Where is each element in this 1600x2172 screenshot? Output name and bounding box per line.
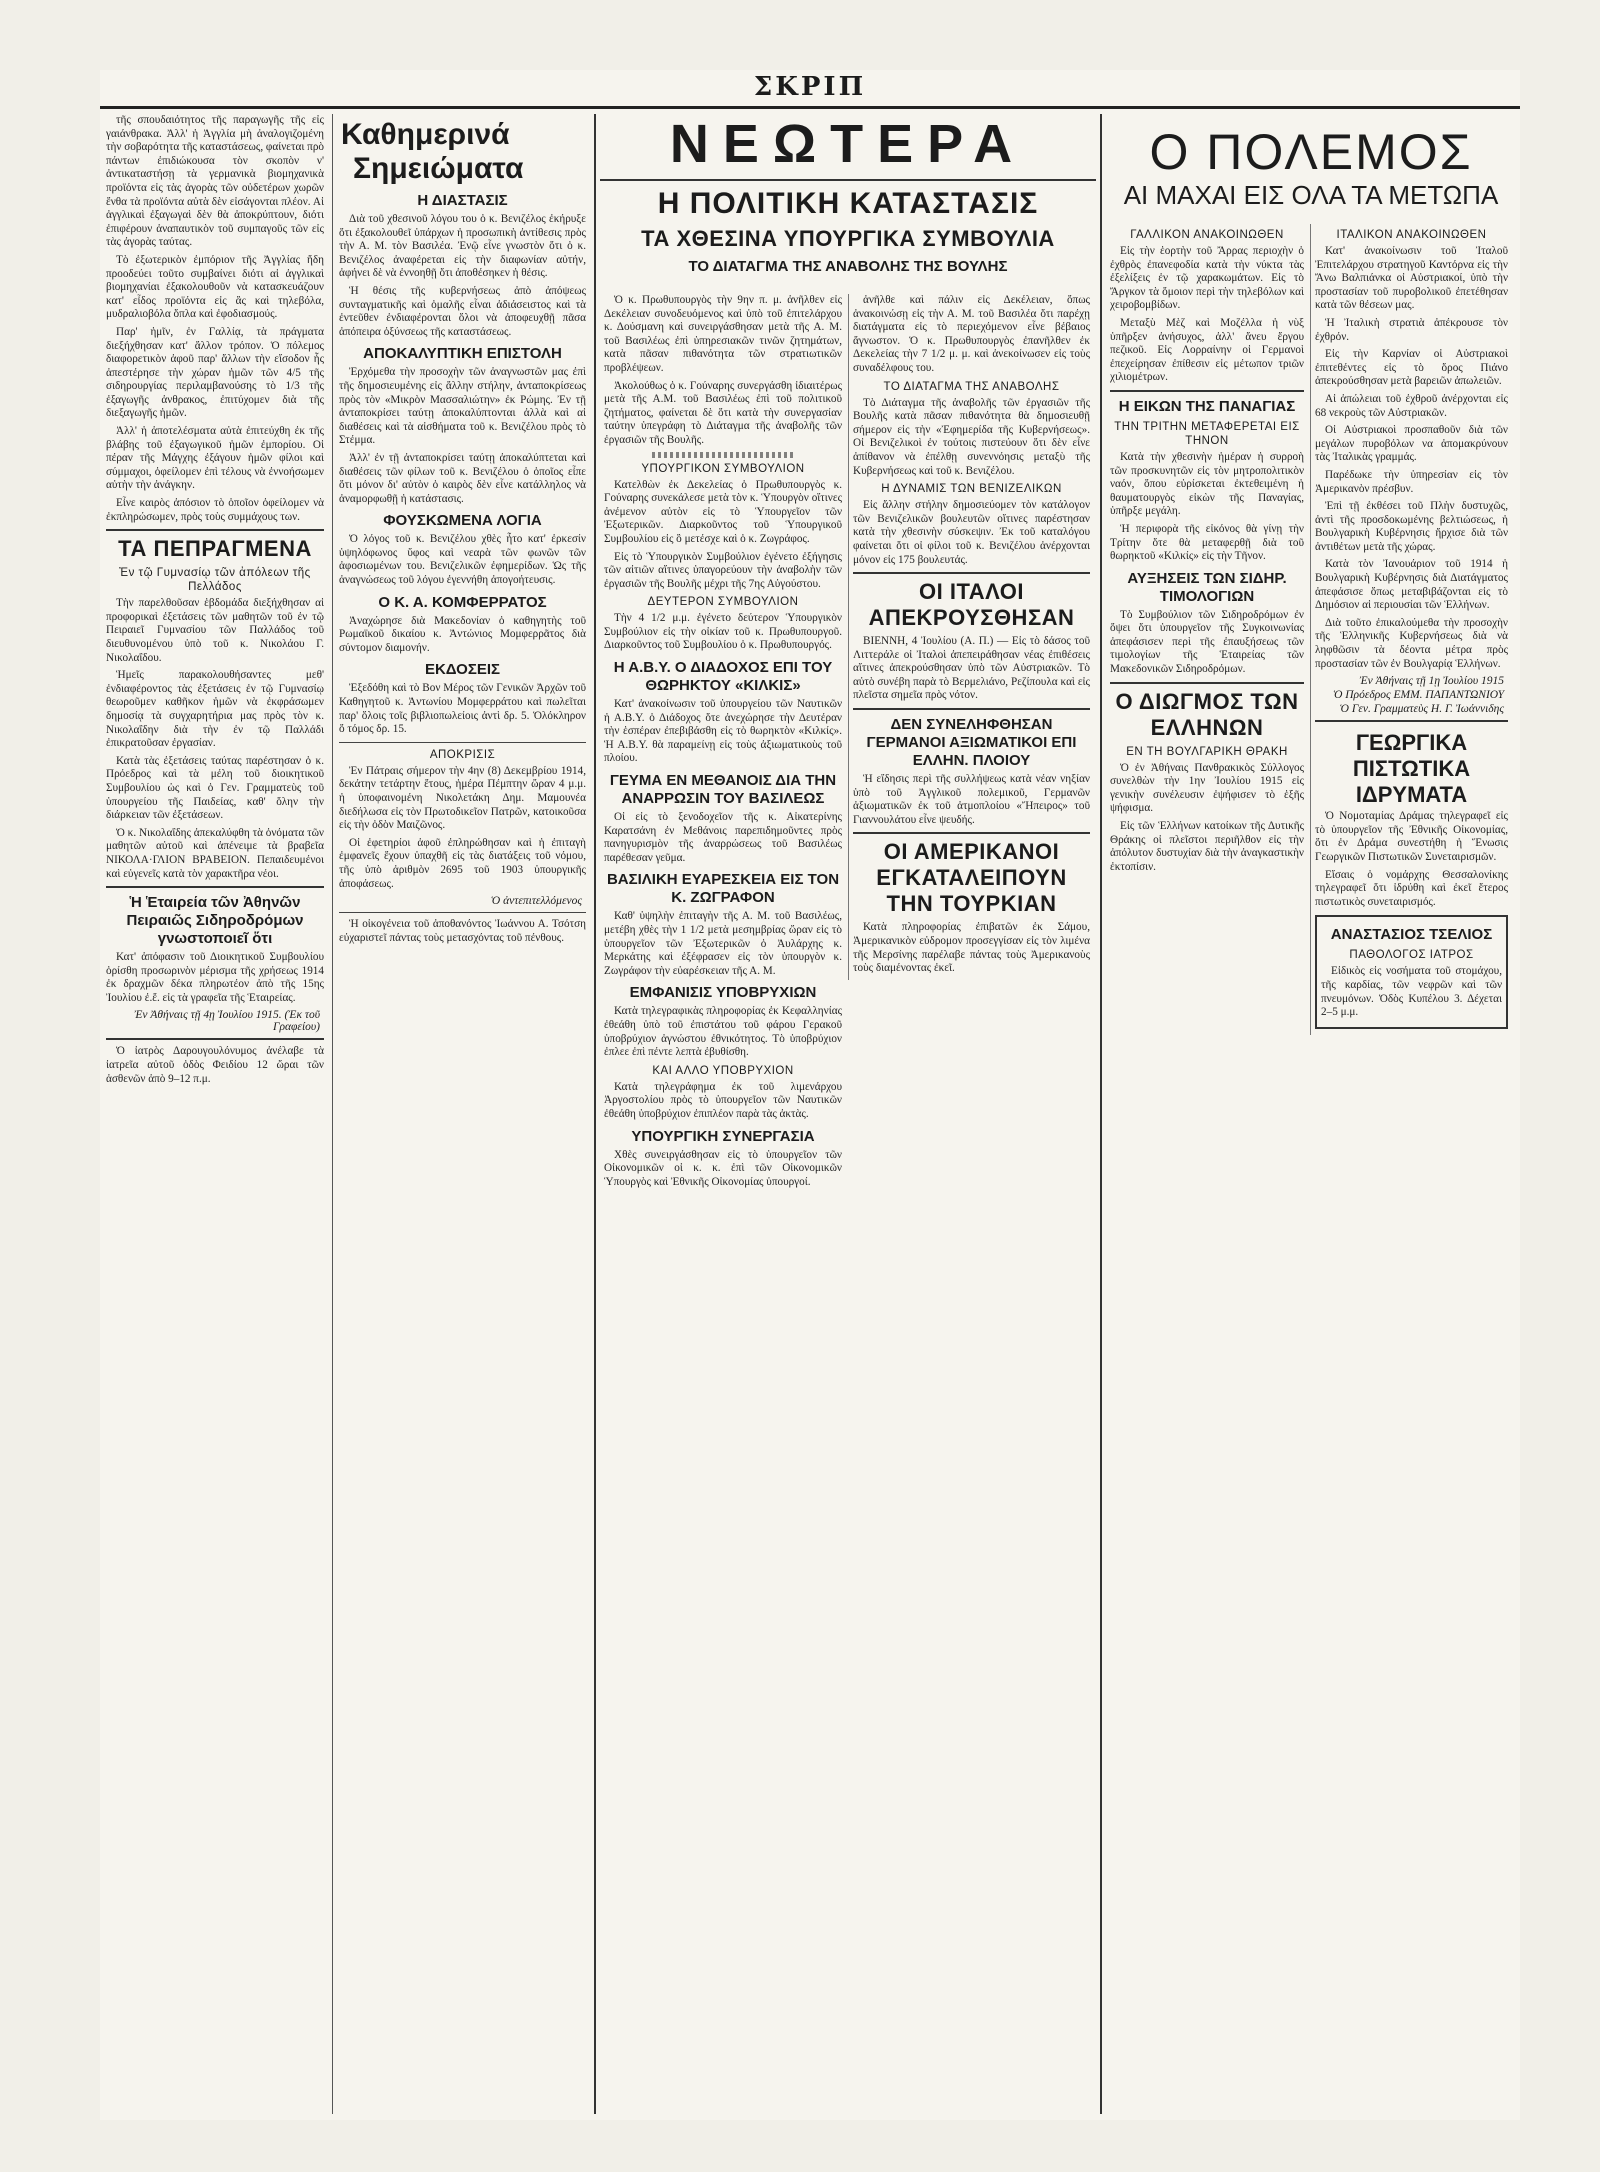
- article-text: Ἀλλ' ἐν τῇ ἀνταποκρίσει ταύτῃ ἀποκαλύπτεται καὶ διαθέσεις τῶν φίλων τοῦ κ. Βενιζέλου ὁ ὁποῖος εἶπε ὅτι μόνον δι' αὐτὸν ὁ καιρὸς δὲν εἶνε κατάλληλος νὰ ἀναμορφωθῇ ἡ κατάστασις.: [339, 451, 586, 505]
- masthead: [100, 70, 1520, 109]
- divider: [106, 886, 324, 888]
- article-text: Ἡ Ἰταλικὴ στρατιὰ ἀπέκρουσε τὸν ἐχθρόν.: [1315, 316, 1508, 343]
- article-text: Οἱ εἰς τὸ ξενοδοχεῖον τῆς κ. Αἰκατερίνης Καρατσάνη ἐν Μεθάνοις παρεπιδημοῦντες πρὸς πανηγυρισμὸν τῆς ἀναρρώσεως τοῦ Βασιλέως παρέθεσαν γεῦμα.: [604, 811, 842, 864]
- section-heading: ΤΑ ΠΕΠΡΑΓΜΕΝΑ: [118, 536, 312, 562]
- divider: [106, 1038, 324, 1040]
- article-text: Κατὰ πληροφορίας ἐπιβατῶν ἐκ Σάμου, Ἀμερικανικὸν εὐδρομον προσεγγίσαν εἰς τὸν λιμένα τῆς Μερσίνης παρέλαβε πάντας τοὺς Ἀμερικανοὺς τοὺς διαμένοντας ἐκεῖ.: [853, 921, 1090, 975]
- section-heading: ΥΠΟΥΡΓΙΚΗ ΣΥΝΕΡΓΑΣΙΑ: [631, 1127, 815, 1145]
- article-text: Ἡ θέσις τῆς κυβερνήσεως ἀπὸ ἀπόψεως συνταγματικῆς καὶ ὁμαλῆς εἶναι ἀδιάσειστος καὶ τὰ ἐντεῦθεν ἐνδιαφέρονται ὅλοι νὰ ἀποφευχθῇ πᾶσα ἀπόπειρα ὀξύνσεως τῆς καταστάσεως.: [339, 284, 586, 338]
- article-text: Ἐν Πάτραις σήμερον τὴν 4ην (8) Δεκεμβρίου 1914, δεκάτην τετάρτην ἔτους, ἡμέρα Πέμπτην ὥραν 4 μ.μ. ἡ ὑποφαινομένη Νικολετάκη Δημ. Μαμουνέα διεδήλωσα εἰς τὸν Πρωτοδικεῖον Πατρῶν, κατοικοῦσα εἰς τὴν ὁδὸν Μαιζῶνος.: [339, 764, 586, 832]
- divider: [339, 912, 586, 913]
- column-1: [100, 114, 330, 2114]
- section-heading: ΕΚΔΟΣΕΙΣ: [424, 661, 501, 679]
- column-2: [332, 114, 592, 2114]
- article-text: Αἱ ἀπώλειαι τοῦ ἐχθροῦ ἀνέρχονται εἰς 68 νεκροὺς τῶν Αὐστριακῶν.: [1315, 392, 1508, 419]
- column-4-right: [1310, 224, 1512, 1035]
- subheadline: ΕΝ ΤΗ ΒΟΥΛΓΑΡΙΚΗ ΘΡΑΚΗ: [1126, 745, 1288, 758]
- section-heading: ΤΟ ΔΙΑΤΑΓΜΑ ΤΗΣ ΑΝΑΒΟΛΗΣ: [883, 380, 1060, 393]
- article-text: Ἡ περιφορὰ τῆς εἰκόνος θὰ γίνῃ τὴν Τρίτην ὅτε θὰ μεταφερθῇ διὰ τοῦ θωρηκτοῦ «Κιλκίς» εἰς τὴν Τῆνον.: [1110, 522, 1304, 563]
- divider: [106, 529, 324, 531]
- article-text: Ἡ οἰκογένεια τοῦ ἀποθανόντος Ἰωάννου Α. Τσότση εὐχαριστεῖ πάντας τοὺς μετασχόντας τοῦ πένθους.: [339, 918, 586, 944]
- section-heading: ΑΠΟΚΑΛΥΠΤΙΚΗ ΕΠΙΣΤΟΛΗ: [363, 345, 562, 363]
- article-text: Εἰς τὴν ἑορτὴν τοῦ Ἄρρας περιοχὴν ὁ ἐχθρὸς ἐπανεφοδία κατὰ τὴν νύκτα τὰς ἐξελίξεις ἐν τῷ χαρακωμάτων. Εἰς τὸ Ἄργκον τὰ ὅμοιον περὶ τὴν τηλεβόλων καὶ χειροβομβίδων.: [1110, 245, 1304, 312]
- signature-date: Ἐν Ἀθήναις τῇ 1ῃ Ἰουλίου 1915: [1359, 675, 1504, 688]
- section-heading: ΚΑΙ ΑΛΛΟ ΥΠΟΒΡΥΧΙΟΝ: [652, 1064, 794, 1077]
- section-heading: ΑΠΟΚΡΙΣΙΣ: [429, 748, 496, 761]
- masthead-title: ΣΚΡΙΠ: [753, 72, 867, 102]
- headline: Η ΕΙΚΩΝ ΤΗΣ ΠΑΝΑΓΙΑΣ: [1118, 397, 1296, 415]
- article-text: Κατὰ τηλεγράφημα ἐκ τοῦ λιμενάρχου Ἀργοστολίου πρὸς τὸ ὑπουργεῖον τῶν Ναυτικῶν ἐθεάθη ὑποβρύχιον ἐπιπλέον παρὰ τὰς ἀκτὰς.: [604, 1080, 842, 1120]
- neotera-header: [600, 114, 1096, 279]
- article-text: Εἶνε καιρὸς ἀπόσιον τὸ ὁποῖον ὀφείλομεν νὰ ἐκπληρώσωμεν, πρὸς τοὺς συμμάχους των.: [106, 497, 324, 523]
- section-heading: ΕΜΦΑΝΙΣΙΣ ΥΠΟΒΡΥΧΙΩΝ: [629, 984, 817, 1002]
- article-text: Παρ' ἡμῖν, ἐν Γαλλίᾳ, τὰ πράγματα διεξήχθησαν κατ' ἄλλον τρόπον. Ὁ πόλεμος διαφορετικὸν ἀφοῦ παρ' ἄλλων τὴν εἴσοδον ἧς ἀπεστέρησε τὴν χώραν ἡμῶν τῶν 4/5 τῆς σιδηρουργίας περιλαμβανούσης τὸ 1/3 τῆς ἐξαγωγῆς ἀνθρακος, ἐπιτύχομεν διὰ τῆς διεξαγωγῆς ἡμῶν.: [106, 325, 324, 420]
- section-heading: Η Α.Β.Υ. Ο ΔΙΑΔΟΧΟΣ ΕΠΙ ΤΟΥ ΘΩΡΗΚΤΟΥ «ΚΙΛΚΙΣ»: [613, 659, 833, 695]
- article-text: τῆς σπουδαιότητος τῆς παραγωγῆς τῆς εἰς γαιάνθρακα. Ἀλλ' ἡ Ἀγγλία μὴ ἀναλογιζομένη τὴν σοβαρότητα τῆς καταστάσεως, φαίνεται πρὸ πάντων ἐπιδιώκουσα τὸν σκοπὸν ν' ἀντικαταστήσῃ τὰ γερμανικὰ βιομηχανικὰ προϊόντα εἰς τὰς ἀγορὰς τῶν οὐδετέρων χωρῶν ἔνθα τὰ προϊόντα αὐτὰ δὲν εἰσάγονται πλέον. Αἱ ἀγγλικαὶ ἐξαγωγαὶ δὲν θὰ ἀποκρύπτουν, διότι ἐπιφέρουν ἀναπαυτικὸν τοῦ συμπαγοῦς τῶν εἰς τὰς ἀγορὰς ταύτας.: [106, 114, 324, 249]
- subheadline: ΤΟ ΔΙΑΤΑΓΜΑ ΤΗΣ ΑΝΑΒΟΛΗΣ ΤΗΣ ΒΟΥΛΗΣ: [688, 258, 1008, 275]
- section-heading: ΓΕΥΜΑ ΕΝ ΜΕΘΑΝΟΙΣ ΔΙΑ ΤΗΝ ΑΝΑΡΡΩΣΙΝ ΤΟΥ ΒΑΣΙΛΕΩΣ: [609, 772, 837, 808]
- column-4-left: [1106, 224, 1308, 878]
- subheadline: ΑΙ ΜΑΧΑΙ ΕΙΣ ΟΛΑ ΤΑ ΜΕΤΩΠΑ: [1123, 180, 1499, 210]
- divider: [853, 832, 1090, 834]
- article-text: Ὁ κ. Νικολαΐδης ἀπεκαλύφθη τὰ ὀνόματα τῶν μαθητῶν αὐτοῦ καὶ ἀπένειμε τὰ βραβεῖα ΝΙΚΟΛΑ·ΓΛΙΟΝ ΒΡΑΒΕΙΟΝ. Πεπαιδευμένοι καὶ εὐγενεῖς κατὰ τὸν χαρακτῆρα νέοι.: [106, 826, 324, 880]
- headline: Ο ΔΙΩΓΜΟΣ ΤΩΝ ΕΛΛΗΝΩΝ: [1115, 688, 1299, 740]
- article-text: Χθὲς συνειργάσθησαν εἰς τὸ ὑπουργεῖον τῶν Οἰκονομικῶν οἱ κ. κ. ἐπὶ τῶν Οἰκονομικῶν Ὑπουργὸς καὶ Ἐθνικῆς Οἰκονομίας ὑπουργοί.: [604, 1148, 842, 1188]
- section-heading: Η ΔΙΑΣΤΑΣΙΣ: [417, 192, 508, 209]
- notice-text: Κατ' ἀπόφασιν τοῦ Διοικητικοῦ Συμβουλίου ὁρίσθη προσωρινὸν μέρισμα τῆς χρήσεως 1914 ἐκ δραχμῶν δέκα πληρωτέον ἀπὸ τῆς 15ης Ἰουλίου ἐ.ἔ. εἰς τὰ γραφεῖα τῆς Ἑταιρείας.: [106, 951, 324, 1004]
- article-text: Εἴσαις ὁ νομάρχης Θεσσαλονίκης τηλεγραφεῖ ὅτι ἱδρύθη καὶ ἐκεῖ ἕτερος πιστωτικὸς συνεταιρισμός.: [1315, 868, 1508, 908]
- article-text: Κατ' ἀνακοίνωσιν τοῦ ὑπουργείου τῶν Ναυτικῶν ἡ Α.Β.Υ. ὁ Διάδοχος ὅτε ἀνεχώρησε τὴν Δευτέραν τὴν ἑσπέραν ἐπεβιβάσθη εἰς τὸ θωρηκτὸν «Κιλκίς». Ἡ Α.Β.Υ. θὰ παραμείνῃ εἰς τοὺς ἀξιωματικοὺς τοῦ πλοίου.: [604, 698, 842, 765]
- article-text: Κατὰ τὸν Ἰανουάριον τοῦ 1914 ἡ Βουλγαρικὴ Κυβέρνησις διὰ Διατάγματος ἀπεφάσισε ὅπως μεταβιβάζονται εἰς τὸ Δημόσιον αἱ περιουσίαι τῶν Ἑλλήνων.: [1315, 558, 1508, 612]
- article-text: Ἐρχόμεθα τὴν προσοχὴν τῶν ἀναγνωστῶν μας ἐπὶ τῆς δημοσιευμένης εἰς ἄλλην στήλην, ἀνταποκρίσεως πρὸς τὸν «Μικρὸν Μασσαλιώτην» ἐκ Ρώμης. Ἐν τῇ ἀνταποκρίσει ταύτῃ ἀποκαλύπτονται ἀλλὰ καὶ αἱ διαθέσεις καὶ τὰ αἰσθήματα τοῦ κ. Βενιζέλου πρὸς τὸ Στέμμα.: [339, 366, 586, 447]
- article-text: Εἰς τῶν Ἑλλήνων κατοίκων τῆς Δυτικῆς Θράκης οἱ πλεῖστοι περιῆλθον εἰς τὴν ἀπόλυτον δυστυχίαν διὰ τὴν ἀναγκαστικὴν ἐκτοπίσιν.: [1110, 820, 1304, 873]
- article-text: Καθ' ὑψηλὴν ἐπιταγὴν τῆς Α. Μ. τοῦ Βασιλέως, μετέβη χθὲς τὴν 1 1/2 μετὰ μεσημβρίας ὥραν εἰς τὸ ὑπουργεῖον τῶν Ἐξωτερικῶν ὁ Ἀυλάρχης κ. Μερκάτης καὶ ἐξέφρασεν εἰς τὸν ὑπουργὸν κ. Ζωγράφον τὴν εὐαρέσκειαν τῆς Α. Μ.: [604, 910, 842, 977]
- article-text: Ἀναχώρησε διὰ Μακεδονίαν ὁ καθηγητὴς τοῦ Ρωμαϊκοῦ δικαίου κ. Ἀντώνιος Μομφερρᾶτος διὰ σύντομον διαμονήν.: [339, 614, 586, 654]
- article-text: Κατελθὼν ἐκ Δεκελείας ὁ Πρωθυπουργὸς κ. Γούναρης συνεκάλεσε μετὰ τὸν κ. Ὑπουργὸν οἵτινες ἀνέμενον αὐτὸν εἰς τὸ Ὑπουργεῖον τῶν Ἐξωτερικῶν. Διαρκοῦντος τοῦ Ὑπουργικοῦ Συμβουλίου εἰς ὃ μετέσχε καὶ ὁ κ. Ζωγράφος.: [604, 478, 842, 545]
- article-text: Τὸ Συμβούλιον τῶν Σιδηροδρόμων ἐν ὄψει ὅτι ὑπουργεῖον τῆς Συγκοινωνίας ἀπεφάσισεν περὶ τῆς ἐπαυξήσεως τῶν τιμολογίων τῆς Ἑταιρείας τῶν Μακεδονικῶν Σιδηροδρόμων.: [1110, 608, 1304, 676]
- section-subheading: Ἐν τῷ Γυμνασίῳ τῶν ἀπόλεων τῆς Πελλάδος: [119, 567, 311, 594]
- section-heading: ΓΑΛΛΙΚΟΝ ΑΝΑΚΟΙΝΩΘΕΝ: [1130, 229, 1284, 241]
- notice-heading: Ἡ Ἑταιρεία τῶν Ἀθηνῶν Πειραιῶς Σιδηροδρόμων γνωστοποιεῖ ὅτι: [126, 894, 304, 948]
- article-text: Τὸ ἐξωτερικὸν ἐμπόριον τῆς Ἀγγλίας ἤδη προοδεύει τοῦτο συμβαίνει διότι αἱ ἀγγλικαὶ βιομηχανίαι ἐξακολουθοῦν νὰ κατασκευάζουν κατ' εἶδος προϊόντα εἰς ἃς καὶ τηλεβόλα, μυδραλιοβόλα ὅπλα καὶ ἐφοδιασμούς.: [106, 253, 324, 321]
- ornament: [652, 452, 795, 458]
- newspaper-page: [100, 70, 1520, 2120]
- ad-title: ΠΑΘΟΛΟΓΟΣ ΙΑΤΡΟΣ: [1349, 949, 1474, 962]
- article-text: Οἱ Αὐστριακοὶ προσπαθοῦν διὰ τῶν μεγάλων πυροβόλων να ἀπομακρύνουν τὰς Ἰταλικὰς γραμμάς.: [1315, 424, 1508, 464]
- article-text: Διὰ τοῦ χθεσινοῦ λόγου του ὁ κ. Βενιζέλος ἐκήρυξε ὅτι ἐξακολουθεῖ ὑπάρχων ἡ προσωπικὴ ἀντίθεσις πρὸς τὴν Α. Μ. τὸν Βασιλέα. Ἐνῷ εἶνε γνωστὸν ὅτι ὁ κ. Βενιζέλος ἀναφέρεται εἰς τὴν διαφωνίαν αὐτήν, ἀφήνει δὲ νὰ ἐννοηθῇ ὅτι ἀποθέσηκεν ἡ θέσις.: [339, 213, 586, 280]
- polemos-header: [1106, 114, 1516, 216]
- ad-text: Ὁ ἰατρὸς Δαρουγουλόνυμος ἀνέλαβε τὰ ἰατρεῖα αὐτοῦ ὁδὸς Φειδίου 12 ὥραι τῶν ἀσθενῶν ἀπὸ 9–12 π.μ.: [106, 1045, 324, 1085]
- article-text: ἀνῆλθε καὶ πάλιν εἰς Δεκέλειαν, ὅπως ἀνακοινώσῃ εἰς τὴν Α. Μ. τοῦ Βασιλέα ὅτι παρέχῃ διατάγματα εἰς τὸ περιεχόμενον εἶνε βέβαιος ἄγνωστον. Ὁ κ. Πρωθυπουργὸς ἐπανῆλθεν ἐκ Δεκελείας τὴν 7 1/2 μ. μ. καὶ ἀνεκοίνωσεν εἰς τοὺς συναδέλφους του.: [853, 294, 1090, 374]
- article-text: Ὁ λόγος τοῦ κ. Βενιζέλου χθὲς ἦτο κατ' ἐρκεσίν ὑψηλόφωνος ὕφος καὶ νεαρὰ τῶν φωνῶν τῶν ἀφοσιωμένων του. Βενιζελικῶν ἐφημερίδων. Ὡς τῆς ἀναγνώσεως τοῦ λόγου ἐγεννήθη ἀπογοήτευσις.: [339, 533, 586, 587]
- article-text: Τὸ Διάταγμα τῆς ἀναβολῆς τῶν ἐργασιῶν τῆς Βουλῆς κατὰ πᾶσαν πιθανότητα θὰ δημοσιευθῇ σήμερον εἰς τὴν «Ἐφημερίδα τῆς Κυβερνήσεως». Οἱ Βενιζελικοὶ ἐν τούτοις πιστεύουν ὅτι δὲν εἶνε ἀπίθανον νὰ ἐπέλθῃ συνεννόησις μεταξὺ τῆς Κυβερνήσεως καὶ τοῦ κ. Βενιζέλου.: [853, 396, 1090, 477]
- headline: ΔΕΝ ΣΥΝΕΛΗΦΘΗΣΑΝ ΓΕΡΜΑΝΟΙ ΑΞΙΩΜΑΤΙΚΟΙ ΕΠΙ ΕΛΛΗΝ. ΠΛΟΙΟΥ: [866, 716, 1077, 770]
- column-subtitle: Σημειώματα: [353, 152, 524, 185]
- article-text: Μεταξὺ Μὲζ καὶ Μοζέλλα ἡ νὺξ ὑπῆρξεν ἀνήσυχος, ἀλλ' ἄνευ ἔργου πεζικοῦ. Εἰς Λορραίνην οἱ Γερμανοὶ ἐπεχείρησαν ἐπίθεσιν εἰς μέτωπον τριῶν χιλιομέτρων.: [1110, 316, 1304, 384]
- article-text: Κατὰ τηλεγραφικὰς πληροφορίας ἐκ Κεφαλληνίας ἐθεάθη ὑπὸ τοῦ ἐπιστάτου τοῦ φάρου Γερακοῦ ὑποβρύχιον ἀγνώστου ἐθνικότητος. Τὸ ὑποβρύχιον ἐπλεε ἐπὶ πέντε λεπτὰ ἐβυθίσθη.: [604, 1005, 842, 1059]
- headline: Ο ΠΟΛΕΜΟΣ: [1149, 124, 1473, 180]
- divider: [1110, 682, 1304, 684]
- column-3-left: [600, 294, 846, 1193]
- article-text: Ἡ εἴδησις περὶ τῆς συλλήψεως κατὰ νέαν νηξίαν ὑπὸ τοῦ Ἀγγλικοῦ πολεμικοῦ, Γερμανῶν ἀξιωματικῶν ἐκ τοῦ ἀτμοπλοίου «Ἤπειρος» τοῦ Γιαννουλάτου εἶνε ψευδής.: [853, 773, 1090, 826]
- divider: [339, 742, 586, 743]
- divider: [600, 179, 1096, 181]
- article-text: Παρέδωκε τὴν ὑπηρεσίαν εἰς τὸν Ἀμερικανὸν πρέσβυν.: [1315, 468, 1508, 495]
- article-text: Ἡμεῖς παρακολουθήσαντες μεθ' ἐνδιαφέροντος τὰς ἐξετάσεις ἐν τῷ Γυμνασίῳ θεωροῦμεν καθῆκον ἡμῶν νὰ ἐκφράσωμεν δημοσίᾳ τὰ συγχαρητήρια μας πρὸς τὸν κ. Νικολαΐδην διὰ τὴν ἐν τῷ Παλλάδι ἐπικρατοῦσαν ἐργασίαν.: [106, 669, 324, 750]
- divider: [853, 708, 1090, 710]
- section-heading: ΒΑΣΙΛΙΚΗ ΕΥΑΡΕΣΚΕΙΑ ΕΙΣ ΤΟΝ Κ. ΖΩΓΡΑΦΟΝ: [606, 871, 840, 907]
- column-4: [1100, 114, 1520, 2114]
- article-text: Κατ' ἀνακοίνωσιν τοῦ Ἰταλοῦ Ἐπιτελάρχου στρατηγοῦ Καντόρνα εἰς τὴν Ἄνω Βαλπιάνκα οἱ Αὐστριακοί, ὑπὸ τὴν προστασίαν τοῦ πυροβολικοῦ ἐπετέθησαν κατὰ τῶν θέσεων μας.: [1315, 245, 1508, 312]
- article-text: Ἀλλ' ἡ ἀποτελέσματα αὐτὰ ἐπιτεύχθη ἐκ τῆς βλάβης τοῦ ἐξαγωγικοῦ ἡμῶν ἐμπορίου. Οἱ πέραν τῆς Μάγχης ἐξάγουν ἡμῶν φίλοι καὶ σύμμαχοι, ὀφείλομεν ἐπὶ τέλους νὰ ἐννοήσωμεν αὐτὴν τὴν ἀνάγκην.: [106, 425, 324, 492]
- divider: [1315, 720, 1508, 722]
- headline: ΟΙ ΙΤΑΛΟΙ ΑΠΕΚΡΟΥΣΘΗΣΑΝ: [868, 579, 1075, 631]
- headline: Η ΠΟΛΙΤΙΚΗ ΚΑΤΑΣΤΑΣΙΣ: [657, 187, 1039, 220]
- article-text: Ἐξεδόθη καὶ τὸ Βον Μέρος τῶν Γενικῶν Ἀρχῶν τοῦ Καθηγητοῦ κ. Ἀντωνίου Μομφερράτου καὶ πωλεῖται παρ' ὅλοις τοῖς βιβλιοπωλείοις ἀντὶ δρ. 5. Ὁλόκληρον ὅ τόμος δρ. 15.: [339, 682, 586, 736]
- advertisement: [1315, 915, 1508, 1028]
- article-text: Τὴν παρελθοῦσαν ἑβδομάδα διεξήχθησαν αἱ προφορικαὶ ἐξετάσεις τῶν μαθητῶν τοῦ ἐν τῷ Πειραιεῖ Γυμνασίου τῶν Παλλάδος τοῦ διευθυνομένου ὑπὸ τοῦ κ. Νικολάου Γ. Νικολαΐδου.: [106, 597, 324, 664]
- section-heading: ΙΤΑΛΙΚΟΝ ΑΝΑΚΟΙΝΩΘΕΝ: [1336, 229, 1487, 241]
- article-text: Ὁ ἐν Ἀθήναις Πανθρακικὸς Σύλλογος συνελθὼν τὴν 1ην Ἰουλίου 1915 εἰς γενικὴν συνέλευσιν ἐψήφισεν τὸ ἑξῆς ψήφισμα.: [1110, 761, 1304, 815]
- notice-signature: Ἐν Ἀθήναις τῇ 4ῃ Ἰουλίου 1915. (Ἐκ τοῦ Γραφείου): [134, 1009, 320, 1034]
- article-text: Ὁ Νομοταμίας Δράμας τηλεγραφεῖ εἰς τὸ ὑπουργεῖον τῆς Ἐθνικῆς Οἰκονομίας, ὅτι ἐν Δράμα συνεστήθη ἡ Ἕνωσις Γεωργικῶν Πιστωτικῶν Συνεταιρισμῶν.: [1315, 810, 1508, 863]
- headline: ΓΕΩΡΓΙΚΑ ΠΙΣΤΩΤΙΚΑ ΙΔΡΥΜΑΤΑ: [1352, 730, 1471, 808]
- section-heading: Η ΔΥΝΑΜΙΣ ΤΩΝ ΒΕΝΙΖΕΛΙΚΩΝ: [881, 483, 1062, 496]
- article-text: Κατὰ τὰς ἐξετάσεις ταύτας παρέστησαν ὁ κ. Πρόεδρος καὶ τὰ μέλη τοῦ διοικητικοῦ Συμβουλίου ὡς καὶ ὁ Γεν. Γραμματεὺς τοῦ ὑπουργείου τῆς Παιδείας, καθ' ὅλην τὴν διάρκειαν τῶν ἐξετάσεων.: [106, 754, 324, 822]
- section-heading: Ο Κ. Α. ΚΟΜΦΕΡΡΑΤΟΣ: [378, 593, 547, 611]
- ad-name: ΑΝΑΣΤΑΣΙΟΣ ΤΣΕΛΙΟΣ: [1330, 926, 1493, 944]
- divider: [853, 572, 1090, 574]
- column-3-right: [848, 294, 1094, 980]
- article-text: Ἐπὶ τῇ ἐκθέσει τοῦ Πλὴν δυστυχῶς, ἀντὶ τῆς προσδοκωμένης βελτιώσεως, ἡ Βουλγαρικὴ Κυβέρνησις ἤρχισε διὰ τῶν ἀντιθέτων μετὰ τῆς χώρας.: [1315, 500, 1508, 553]
- headline: ΟΙ ΑΜΕΡΙΚΑΝΟΙ ΕΓΚΑΤΑΛΕΙΠΟΥΝ ΤΗΝ ΤΟΥΡΚΙΑΝ: [876, 839, 1067, 917]
- article-text: Ἀκολούθως ὁ κ. Γούναρης συνεργάσθη ἰδιαιτέρως μετὰ τῆς Α.Μ. τοῦ Βασιλέως ἐπὶ τοῦ πολιτικοῦ ζητήματος, φαίνεται δὲ ὅτι κατὰ τὴν συνεργασίαν ταύτην ὑπεγράφη τὸ Διάταγμα τῆς ἀναβολῆς τῶν ἐργασιῶν τῆς Βουλῆς.: [604, 379, 842, 446]
- column-title: Καθημερινά: [341, 118, 510, 151]
- signature: Ὁ Γεν. Γραμματεὺς Η. Γ. Ἰωάννιδης: [1339, 703, 1504, 716]
- article-text: Οἱ ἐφετηρίοι ἀφοῦ ἐπληρώθησαν καὶ ἡ ἐπιταγὴ ἐμφανεῖς ἔχουν ὑπαχθῆ εἰς τὰς διατάξεις τοῦ νόμου, τῆς ὑπὸ ἀριθμὸν 2695 τοῦ 1903 ὑπουργικῆς ἀποφάσεως.: [339, 836, 586, 890]
- article-text: Εἰς τὴν Καρνίαν οἱ Αὐστριακοὶ ἐπιτεθέντες εἰς τὸ ὄρος Πιάνο ἀπεκρούσθησαν μετὰ βαρειῶν ἀπωλειῶν.: [1315, 348, 1508, 388]
- signature: Ὁ ἀντεπιτελλόμενος: [490, 895, 582, 908]
- section-masthead: ΝΕΩΤΕΡΑ: [669, 114, 1027, 174]
- ad-text: Εἰδικὸς εἰς νοσήματα τοῦ στομάχου, τῆς καρδίας, τῶν νεφρῶν καὶ τῶν πνευμόνων. Ὁδὸς Κυπέλου 3. Δέχεται 2–5 μ.μ.: [1321, 965, 1502, 1019]
- headline: ΑΥΞΗΣΕΙΣ ΤΩΝ ΣΙΔΗΡ. ΤΙΜΟΛΟΓΙΩΝ: [1127, 569, 1287, 605]
- column-3: [594, 114, 1098, 2114]
- subheadline: ΤΗΝ ΤΡΙΤΗΝ ΜΕΤΑΦΕΡΕΤΑΙ ΕΙΣ ΤΗΝΟΝ: [1114, 420, 1300, 447]
- signature: Ὁ Πρόεδρος ΕΜΜ. ΠΑΠΑΝΤΩΝΙΟΥ: [1332, 689, 1504, 702]
- headline: ΤΑ ΧΘΕΣΙΝΑ ΥΠΟΥΡΓΙΚΑ ΣΥΜΒΟΥΛΙΑ: [641, 226, 1055, 251]
- section-heading: ΥΠΟΥΡΓΙΚΟΝ ΣΥΜΒΟΥΛΙΟΝ: [641, 462, 805, 475]
- article-text: Ὁ κ. Πρωθυπουργὸς τὴν 9ην π. μ. ἀνῆλθεν εἰς Δεκέλειαν συνοδευόμενος καὶ ὑπὸ τοῦ ἐπιτελάρχου κ. Δούσμανη καὶ συνειργάσθησαν μετὰ τῆς Α. Μ. τοῦ Βασιλέως ἐπὶ ὑπηρεσιακῶν τινῶν ζητημάτων, κατὰ πᾶσαν πιθανότητα τῶν στρατιωτικῶν προβλέψεων.: [604, 294, 842, 374]
- article-text: Διὰ τοῦτο ἐπικαλούμεθα τὴν προσοχὴν τῆς Ἑλληνικῆς Κυβερνήσεως διὰ νὰ ληφθῶσιν τὰ δέοντα μέτρα πρὸς προστασίαν τῶν ἐν Βουλγαρίᾳ Ἑλλήνων.: [1315, 616, 1508, 670]
- article-text: Κατὰ τὴν χθεσινὴν ἡμέραν ἡ συρροὴ τῶν προσκυνητῶν εἰς τὸν μητροπολιτικὸν ναόν, ὅπου εὑρίσκεται ἐκτεθειμένη ἡ θαυματουργὸς εἰκὼν τῆς Παναγίας, ὑπῆρξε μεγάλη.: [1110, 450, 1304, 518]
- article-text: Τὴν 4 1/2 μ.μ. ἐγένετο δεύτερον Ὑπουργικὸν Συμβούλιον εἰς τὴν οἰκίαν τοῦ κ. Πρωθυπουργοῦ. Διαρκοῦντος τοῦ Συμβουλίου ὁ κ. Πρωθυπουργός.: [604, 612, 842, 652]
- article-text: ΒΙΕΝΝΗ, 4 Ἰουλίου (Α. Π.) — Εἰς τὸ δάσος τοῦ Λιττεράλε οἱ Ἰταλοὶ ἀπεπειράθησαν νέας ἐπιθέσεις αἵτινες ἀπεκρούσθησαν ὑπὸ τῶν Αὐστριακῶν. Τὸ αὐτὸ συνέβη παρὰ τὸ Βερμελιάνο, Ρεζίπουλα καὶ εἰς πλεῖστα σημεῖα πρὸς νότον.: [853, 635, 1090, 702]
- article-text: Εἰς ἄλλην στήλην δημοσιεύομεν τὸν κατάλογον τῶν Βενιζελικῶν βουλευτῶν οἵτινες παρέστησαν κατὰ τὴν χθεσινὴν σύσκεψιν. Ἐκ τοῦ καταλόγου φαίνεται ὅτι οἱ φίλοι τοῦ κ. Βενιζέλου ἀνέρχονται μόνον εἰς 175 βουλευτάς.: [853, 499, 1090, 566]
- article-text: Εἰς τὸ Ὑπουργικὸν Συμβούλιον ἐγένετο ἐξήγησις τῶν αἰτιῶν αἵτινες ὑπαγορεύουν τὴν ἀναβολὴν τῶν ἐργασιῶν τῆς Βουλῆς μέχρι τῆς 7ης Αὐγούστου.: [604, 550, 842, 590]
- section-heading: ΔΕΥΤΕΡΟΝ ΣΥΜΒΟΥΛΙΟΝ: [647, 596, 799, 609]
- section-heading: ΦΟΥΣΚΩΜΕΝΑ ΛΟΓΙΑ: [383, 512, 542, 530]
- divider: [1110, 390, 1304, 392]
